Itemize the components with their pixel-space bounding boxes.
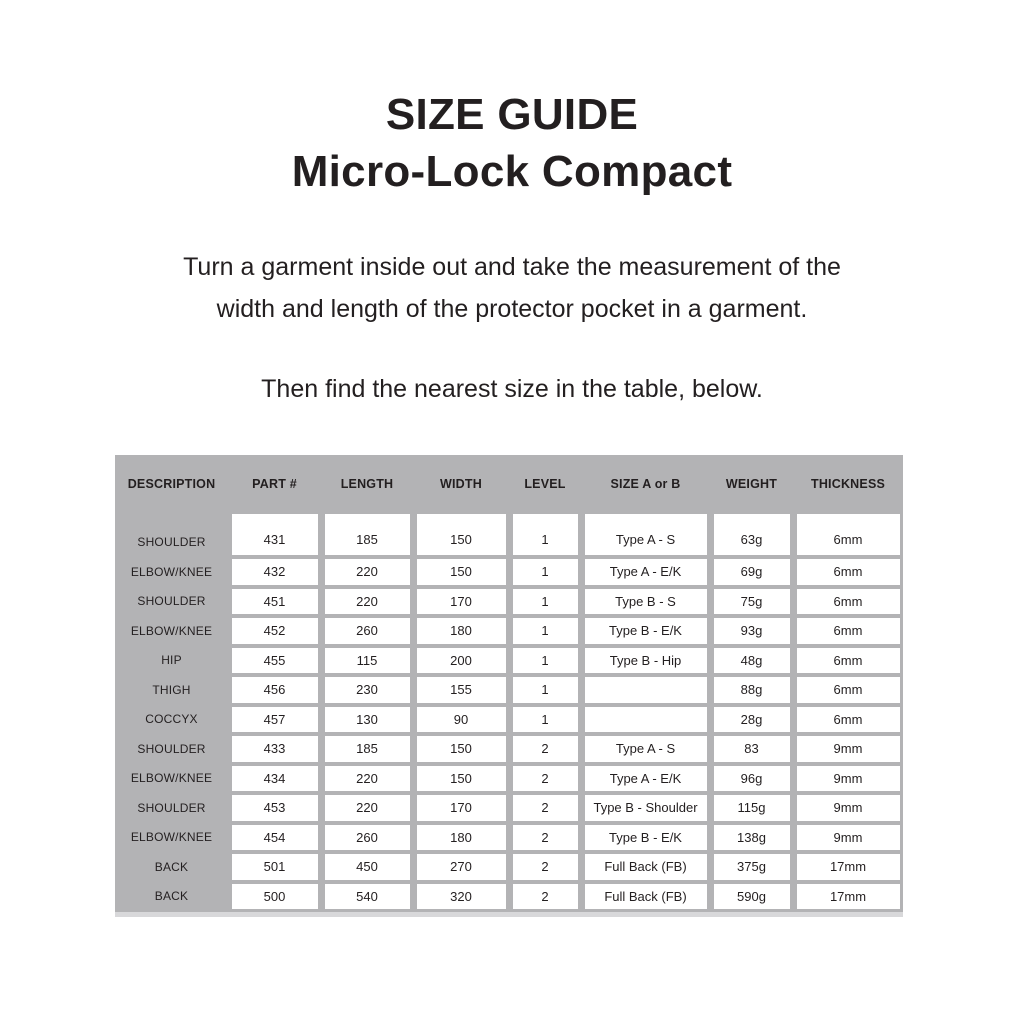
row-description: SHOULDER bbox=[137, 800, 206, 815]
table-cell: Full Back (FB) bbox=[585, 884, 707, 910]
table-cell: 431 bbox=[232, 514, 318, 555]
table-row bbox=[115, 557, 903, 587]
row-description: ELBOW/KNEE bbox=[130, 771, 213, 786]
table-cell: 185 bbox=[325, 514, 410, 555]
column-header-length: LENGTH bbox=[340, 476, 394, 491]
table-cell: Type B - Shoulder bbox=[585, 795, 707, 821]
table-cell: 6mm bbox=[797, 559, 900, 585]
table-cell: 200 bbox=[417, 648, 506, 674]
size-table bbox=[115, 455, 903, 917]
table-cell: 375g bbox=[714, 854, 790, 880]
table-row bbox=[115, 705, 903, 735]
table-cell: 96g bbox=[714, 766, 790, 792]
page-title bbox=[0, 86, 1024, 200]
table-cell: 1 bbox=[513, 707, 578, 733]
table-cell: Type A - E/K bbox=[585, 766, 707, 792]
table-row bbox=[115, 882, 903, 912]
table-cell: Type A - E/K bbox=[585, 559, 707, 585]
table-cell: 6mm bbox=[797, 514, 900, 555]
table-cell: 63g bbox=[714, 514, 790, 555]
table-cell: 170 bbox=[417, 589, 506, 615]
table-cell: 2 bbox=[513, 884, 578, 910]
table-cell: 17mm bbox=[797, 854, 900, 880]
row-description: ELBOW/KNEE bbox=[130, 623, 213, 638]
table-cell: 48g bbox=[714, 648, 790, 674]
table-cell: 115 bbox=[325, 648, 410, 674]
table-cell: 320 bbox=[417, 884, 506, 910]
table-cell: Full Back (FB) bbox=[585, 854, 707, 880]
table-cell: Type A - S bbox=[585, 736, 707, 762]
table-cell: 6mm bbox=[797, 677, 900, 703]
table-cell: Type B - E/K bbox=[585, 618, 707, 644]
table-row bbox=[115, 852, 903, 882]
table-cell: 6mm bbox=[797, 618, 900, 644]
column-header-size-a-or-b: SIZE A or B bbox=[610, 476, 681, 491]
row-description: COCCYX bbox=[145, 712, 198, 727]
column-header-weight: WEIGHT bbox=[725, 476, 778, 491]
table-cell: 2 bbox=[513, 736, 578, 762]
table-row bbox=[115, 823, 903, 853]
table-cell: 540 bbox=[325, 884, 410, 910]
row-description: HIP bbox=[161, 653, 182, 668]
column-header-thickness: THICKNESS bbox=[810, 476, 886, 491]
page-title-line1: SIZE GUIDE bbox=[385, 90, 639, 139]
table-cell: Type B - S bbox=[585, 589, 707, 615]
table-cell: 501 bbox=[232, 854, 318, 880]
table-cell: 2 bbox=[513, 766, 578, 792]
table-cell: 433 bbox=[232, 736, 318, 762]
table-cell: 28g bbox=[714, 707, 790, 733]
table-cell: Type B - E/K bbox=[585, 825, 707, 851]
table-cell: 260 bbox=[325, 825, 410, 851]
column-header-level: LEVEL bbox=[524, 476, 566, 491]
instruction-measure-line2: width and length of the protector pocket in a garment. bbox=[216, 295, 808, 323]
table-cell: 1 bbox=[513, 618, 578, 644]
table-cell: 138g bbox=[714, 825, 790, 851]
table-cell: 83 bbox=[714, 736, 790, 762]
table-cell: 150 bbox=[417, 514, 506, 555]
table-cell: 9mm bbox=[797, 736, 900, 762]
table-cell: 220 bbox=[325, 559, 410, 585]
row-description: BACK bbox=[154, 859, 189, 874]
table-cell: 6mm bbox=[797, 589, 900, 615]
table-cell: 1 bbox=[513, 648, 578, 674]
row-description: SHOULDER bbox=[137, 741, 206, 756]
column-header-description: DESCRIPTION bbox=[127, 476, 216, 491]
table-cell: 1 bbox=[513, 677, 578, 703]
table-cell: 93g bbox=[714, 618, 790, 644]
row-description: THIGH bbox=[152, 682, 191, 697]
table-cell: 90 bbox=[417, 707, 506, 733]
row-description: ELBOW/KNEE bbox=[130, 564, 213, 579]
table-row bbox=[115, 764, 903, 794]
table-cell: 6mm bbox=[797, 648, 900, 674]
table-row bbox=[115, 734, 903, 764]
table-cell: 115g bbox=[714, 795, 790, 821]
table-cell: 220 bbox=[325, 766, 410, 792]
table-cell: 75g bbox=[714, 589, 790, 615]
table-cell: 1 bbox=[513, 514, 578, 555]
table-cell: 170 bbox=[417, 795, 506, 821]
table-cell: 155 bbox=[417, 677, 506, 703]
table-row bbox=[115, 675, 903, 705]
column-header-width: WIDTH bbox=[440, 476, 482, 491]
page-title-line2: Micro-Lock Compact bbox=[291, 147, 733, 196]
row-description: SHOULDER bbox=[137, 535, 206, 549]
table-cell: 130 bbox=[325, 707, 410, 733]
table-cell: 2 bbox=[513, 825, 578, 851]
table-cell: 2 bbox=[513, 854, 578, 880]
table-cell: 260 bbox=[325, 618, 410, 644]
column-header-part: PART # bbox=[252, 476, 297, 491]
table-cell bbox=[585, 707, 707, 733]
table-cell: 451 bbox=[232, 589, 318, 615]
instruction-measure bbox=[0, 246, 1024, 330]
row-description: BACK bbox=[154, 889, 189, 904]
table-cell: 500 bbox=[232, 884, 318, 910]
table-cell: 230 bbox=[325, 677, 410, 703]
table-cell: 69g bbox=[714, 559, 790, 585]
table-cell: 180 bbox=[417, 618, 506, 644]
table-cell: 454 bbox=[232, 825, 318, 851]
table-cell: 150 bbox=[417, 766, 506, 792]
table-cell: 220 bbox=[325, 589, 410, 615]
table-cell: 2 bbox=[513, 795, 578, 821]
size-table-body bbox=[115, 512, 903, 911]
table-cell: 220 bbox=[325, 795, 410, 821]
table-cell: 150 bbox=[417, 736, 506, 762]
instruction-find-size: Then find the nearest size in the table, below. bbox=[261, 375, 763, 403]
table-cell: 9mm bbox=[797, 766, 900, 792]
table-cell: 450 bbox=[325, 854, 410, 880]
table-cell: 17mm bbox=[797, 884, 900, 910]
table-cell: 456 bbox=[232, 677, 318, 703]
table-cell: 6mm bbox=[797, 707, 900, 733]
table-cell: Type B - Hip bbox=[585, 648, 707, 674]
table-cell: 453 bbox=[232, 795, 318, 821]
table-cell: 9mm bbox=[797, 795, 900, 821]
size-table-header-row bbox=[115, 455, 903, 512]
table-cell: 432 bbox=[232, 559, 318, 585]
table-cell: 180 bbox=[417, 825, 506, 851]
table-row bbox=[115, 646, 903, 676]
table-row bbox=[115, 512, 903, 557]
table-cell bbox=[585, 677, 707, 703]
table-cell: 1 bbox=[513, 589, 578, 615]
row-description: ELBOW/KNEE bbox=[130, 830, 213, 845]
table-cell: 9mm bbox=[797, 825, 900, 851]
table-cell: 270 bbox=[417, 854, 506, 880]
table-cell: 88g bbox=[714, 677, 790, 703]
table-cell: 452 bbox=[232, 618, 318, 644]
table-cell: Type A - S bbox=[585, 514, 707, 555]
table-row bbox=[115, 616, 903, 646]
table-row bbox=[115, 793, 903, 823]
table-cell: 150 bbox=[417, 559, 506, 585]
table-cell: 434 bbox=[232, 766, 318, 792]
table-cell: 590g bbox=[714, 884, 790, 910]
table-cell: 1 bbox=[513, 559, 578, 585]
row-description: SHOULDER bbox=[137, 594, 206, 609]
table-cell: 185 bbox=[325, 736, 410, 762]
instruction-measure-line1: Turn a garment inside out and take the measurement of the bbox=[183, 253, 841, 281]
table-cell: 457 bbox=[232, 707, 318, 733]
table-cell: 455 bbox=[232, 648, 318, 674]
table-row bbox=[115, 587, 903, 617]
